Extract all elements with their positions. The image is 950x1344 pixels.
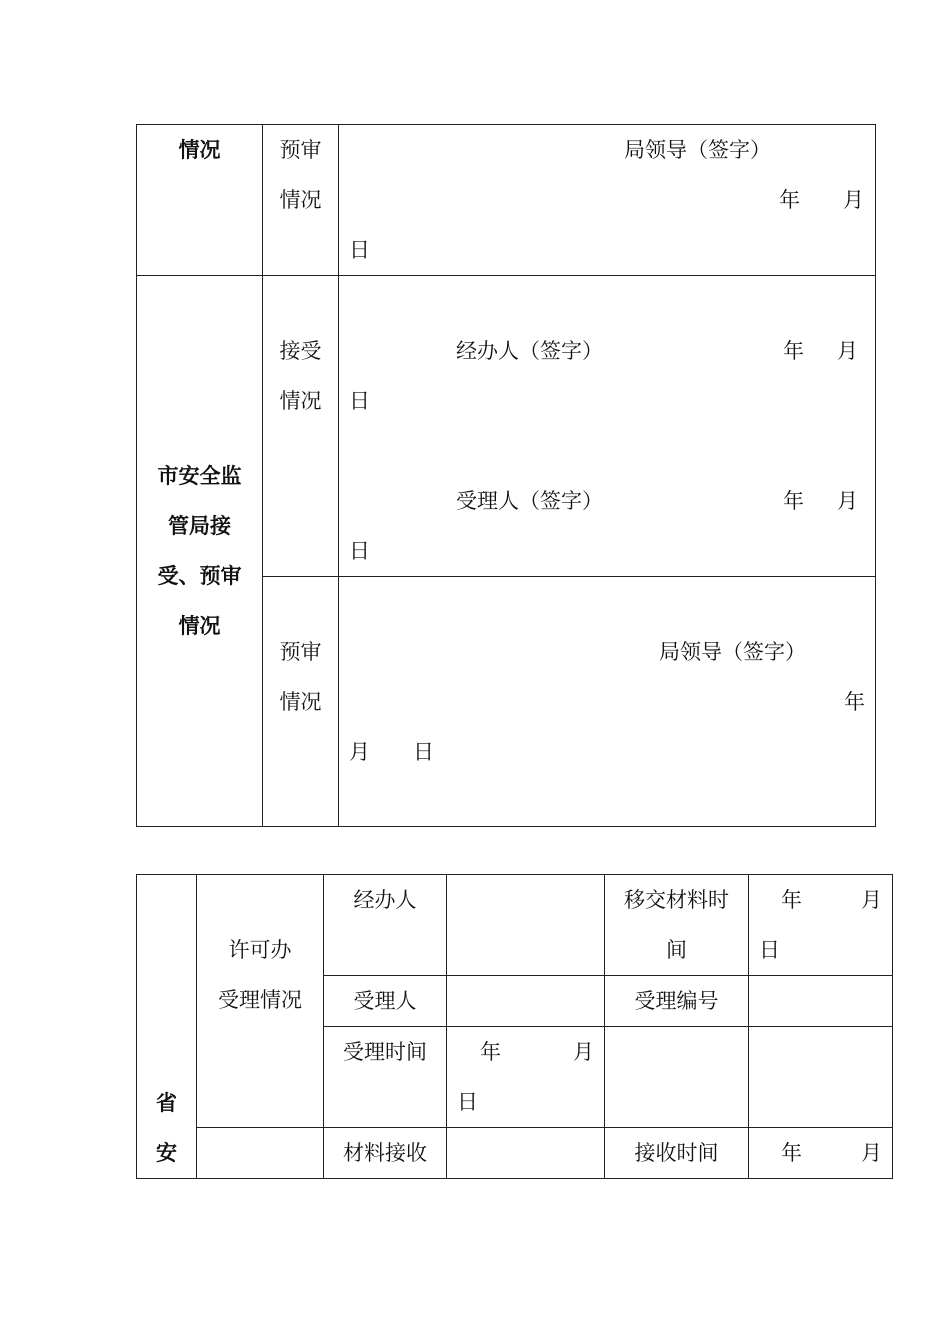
signature-cell[interactable] xyxy=(339,125,876,276)
year-label: 年 xyxy=(779,188,800,212)
signature-cell[interactable] xyxy=(339,577,876,827)
accept-time-label-cell xyxy=(324,1027,447,1128)
transfer-time-value-cell[interactable] xyxy=(749,875,893,976)
month-label: 月 xyxy=(573,1040,594,1064)
accept-no-label-cell xyxy=(605,976,749,1027)
group-label-line: 管局接 xyxy=(168,514,231,538)
leader-signature-label: 局领导（签字） xyxy=(624,138,771,162)
accept-no-label: 受理编号 xyxy=(634,989,719,1013)
sub-label-line: 预审 xyxy=(279,640,322,664)
material-label-cell xyxy=(324,1128,447,1179)
group-label-line: 受、预审 xyxy=(157,564,242,588)
year-label: 年 xyxy=(781,1141,802,1165)
date-line xyxy=(447,1027,604,1077)
receive-time-label: 接收时间 xyxy=(634,1141,719,1165)
receive-time-label-cell xyxy=(605,1128,749,1179)
day-label: 日 xyxy=(349,539,370,563)
sub-label-cell xyxy=(263,276,339,577)
sub-label-cell xyxy=(263,125,339,276)
empty-cell[interactable] xyxy=(749,1027,893,1128)
receiver-signature-line xyxy=(339,476,875,526)
sub-label-line: 情况 xyxy=(279,188,322,212)
group-label-line: 受理情况 xyxy=(218,988,302,1012)
receiver-label-cell xyxy=(324,976,447,1027)
handler-label-cell xyxy=(324,875,447,976)
day-label: 日 xyxy=(457,1090,478,1114)
accept-time-label: 受理时间 xyxy=(343,1040,427,1064)
table-row xyxy=(137,125,876,276)
month-label: 月 xyxy=(861,888,882,912)
sub-label-line: 预审 xyxy=(279,138,322,162)
year-label: 年 xyxy=(783,339,804,363)
transfer-time-label-cell xyxy=(605,875,749,976)
accept-time-value-cell[interactable] xyxy=(447,1027,605,1128)
year-label: 年 xyxy=(783,489,804,513)
handler-signature-line xyxy=(339,326,875,376)
material-label: 材料接收 xyxy=(343,1141,427,1165)
month-label: 月 xyxy=(837,339,858,363)
table-row xyxy=(137,1128,893,1179)
transfer-time-label-line: 间 xyxy=(666,938,687,962)
empty-cell[interactable] xyxy=(605,1027,749,1128)
month-label: 月 xyxy=(837,489,858,513)
group-label-line: 情况 xyxy=(178,614,221,638)
date-line xyxy=(339,727,875,777)
provincial-acceptance-table xyxy=(136,874,893,1179)
group-label-line: 市安全监 xyxy=(157,464,242,488)
month-label: 月 xyxy=(349,740,370,764)
transfer-time-label-line: 移交材料时 xyxy=(624,888,729,912)
group-label-cell xyxy=(137,276,263,827)
date-line xyxy=(339,175,875,225)
group-label-line: 许可办 xyxy=(228,938,292,962)
handler-label: 经办人 xyxy=(353,888,417,912)
signature-cell[interactable] xyxy=(339,276,876,577)
row-label-cell xyxy=(137,125,263,276)
leader-signature-label: 局领导（签字） xyxy=(659,640,806,664)
table-row xyxy=(137,875,893,976)
receive-time-value-cell[interactable] xyxy=(749,1128,893,1179)
date-line xyxy=(749,1128,892,1178)
handler-value-cell[interactable] xyxy=(447,875,605,976)
table-row xyxy=(137,276,876,577)
day-label: 日 xyxy=(349,389,370,413)
side-label-cell xyxy=(137,875,197,1179)
day-label: 日 xyxy=(349,238,370,262)
day-label: 日 xyxy=(413,740,434,764)
sub-label-line: 情况 xyxy=(279,690,322,714)
year-label: 年 xyxy=(844,690,865,714)
year-label: 年 xyxy=(480,1040,501,1064)
side-label-line: 省 xyxy=(156,1091,177,1115)
month-label: 月 xyxy=(861,1141,882,1165)
row-label: 情况 xyxy=(178,138,221,162)
date-line xyxy=(749,875,892,925)
day-label: 日 xyxy=(759,938,780,962)
material-value-cell[interactable] xyxy=(447,1128,605,1179)
accept-no-value-cell[interactable] xyxy=(749,976,893,1027)
sub-label-cell xyxy=(263,577,339,827)
receiver-value-cell[interactable] xyxy=(447,976,605,1027)
empty-cell[interactable] xyxy=(197,1128,324,1179)
sub-label-line: 情况 xyxy=(279,389,322,413)
month-label: 月 xyxy=(843,188,864,212)
receiver-label: 受理人 xyxy=(353,989,417,1013)
municipal-review-table xyxy=(136,124,876,827)
year-label: 年 xyxy=(781,888,802,912)
handler-signature-label: 经办人（签字） xyxy=(456,339,603,363)
sub-label-line: 接受 xyxy=(279,339,322,363)
receiver-signature-label: 受理人（签字） xyxy=(456,489,603,513)
group-label-cell xyxy=(197,875,324,1128)
side-label-line: 安 xyxy=(156,1141,177,1165)
